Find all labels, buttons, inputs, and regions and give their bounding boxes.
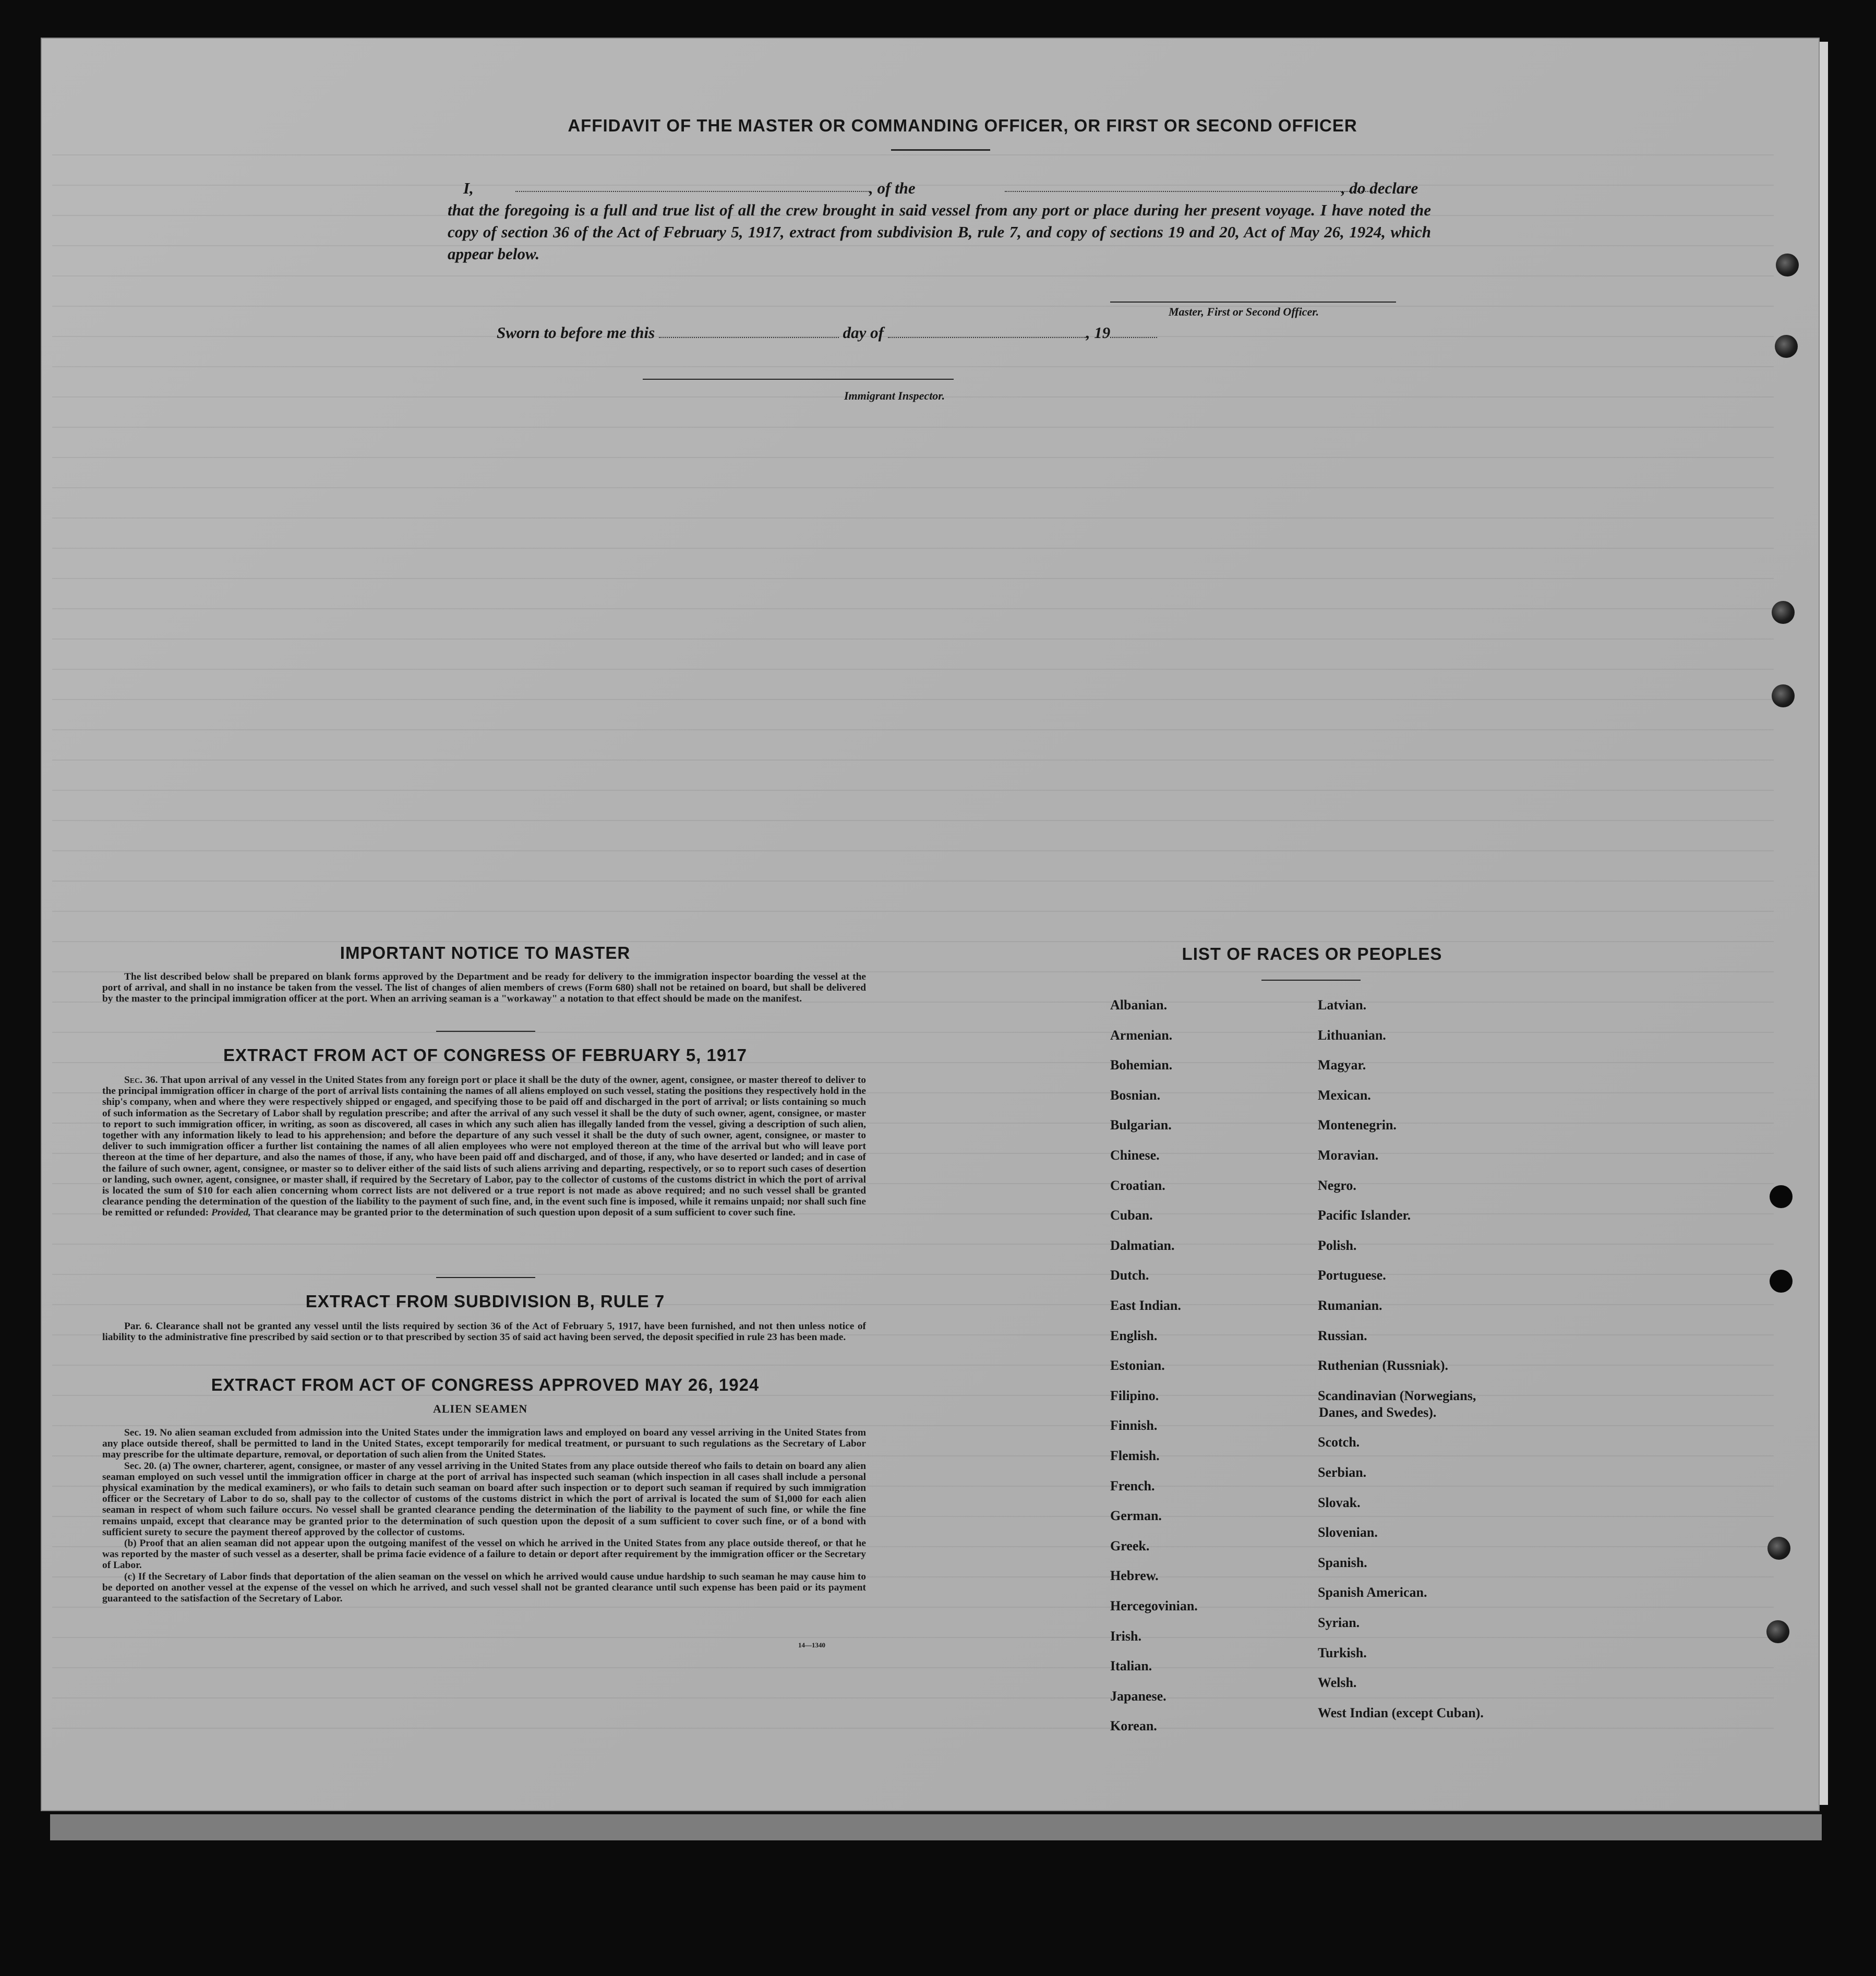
section-36-label: Sec. 36.	[124, 1075, 158, 1086]
section-36-tail: That clearance may be granted prior to the determination of such question upon deposit of a sum sufficient to cover such fine.	[253, 1207, 796, 1219]
page-edge	[1820, 42, 1828, 1805]
race-item: Estonian.	[1110, 1358, 1165, 1373]
extract-1917-title: EXTRACT FROM ACT OF CONGRESS OF FEBRUARY 5, 1917	[223, 1045, 747, 1065]
race-item: Albanian.	[1110, 997, 1168, 1013]
affidavit-declaration	[448, 177, 1431, 265]
race-item: Rumanian.	[1318, 1298, 1382, 1313]
sworn-day-field[interactable]	[659, 326, 839, 338]
binder-hole	[1767, 1537, 1790, 1560]
alien-seamen-subtitle: ALIEN SEAMEN	[433, 1402, 528, 1415]
affidavit-title: AFFIDAVIT OF THE MASTER OR COMMANDING OFFICER, OR FIRST OR SECOND OFFICER	[568, 116, 1357, 135]
form-number: 14—1340	[798, 1641, 825, 1649]
race-item: Scandinavian (Norwegians,	[1318, 1388, 1476, 1403]
signature-label: Master, First or Second Officer.	[1169, 305, 1319, 318]
inspector-label: Immigrant Inspector.	[844, 389, 945, 402]
section-rule	[436, 1031, 535, 1032]
binder-hole	[1775, 335, 1798, 358]
race-item: Polish.	[1318, 1237, 1357, 1253]
page-bottom-strip	[50, 1814, 1822, 1840]
race-item: Croatian.	[1110, 1177, 1165, 1193]
binder-hole	[1770, 1185, 1793, 1208]
race-item: Flemish.	[1110, 1448, 1160, 1463]
race-item: Chinese.	[1110, 1148, 1160, 1163]
race-item: Finnish.	[1110, 1418, 1158, 1433]
race-item: Spanish.	[1318, 1555, 1367, 1570]
race-item: Dutch.	[1110, 1268, 1149, 1283]
declarant-prefix: I,	[463, 179, 474, 197]
race-item: Welsh.	[1318, 1675, 1357, 1691]
race-item: Magyar.	[1318, 1057, 1366, 1073]
race-item: Dalmatian.	[1110, 1237, 1175, 1253]
section-20a-paragraph: Sec. 20. (a) The owner, charterer, agent, consignee, or master of any vessel arriving in the United States from any place outside thereof who fails to detain on board any alien seaman employed on such vessel until the immigration officer in charge at the port of arrival has inspected such seaman (which inspection in all cases shall include a personal physical examination by the medical examiners), or who fails to detain such seaman on board after such inspection or to deport such seaman if required by such immigration officer or the Secretary of Labor to do so, shall pay to the collector of customs of the customs district in which the port of arrival is located the sum of $1,000 for each alien seaman in respect of whom such failure occurs. No vessel shall be granted clearance pending the determination of the liability to the payment of such fine, or while the fine remains unpaid, except that clearance may be granted prior to the determination of such question upon the deposit of a sum sufficient to cover such fine, or of a bond with sufficient surety to secure the payment thereof approved by the collector of customs.	[102, 1460, 866, 1538]
race-item: Syrian.	[1318, 1615, 1360, 1630]
binder-hole	[1776, 254, 1799, 276]
race-item: Montenegrin.	[1318, 1117, 1397, 1133]
inspector-signature-line[interactable]	[643, 379, 954, 380]
race-item: Korean.	[1110, 1718, 1157, 1734]
sworn-year-field[interactable]	[1110, 326, 1157, 338]
race-item: Negro.	[1318, 1177, 1356, 1193]
race-item: Bohemian.	[1110, 1057, 1173, 1073]
race-item: Japanese.	[1110, 1688, 1167, 1704]
par-6-paragraph: Par. 6. Clearance shall not be granted any vessel until the lists required by section 36 of the Act of February 5, 1917, have been furnished, and not then unless notice of liability to the administrative fine prescribed by said section or to that prescribed by section 35 of said act having been served, the deposit specified in rule 23 has been made.	[102, 1321, 866, 1343]
extract-1917-text	[102, 1075, 866, 1219]
sworn-line	[497, 323, 1157, 342]
race-item: English.	[1110, 1328, 1158, 1343]
section-20c-paragraph: (c) If the Secretary of Labor finds that deportation of the alien seaman on the vessel on which he arrived would cause undue hardship to such seaman he may cause him to be deported on another vessel at the expense of the vessel on which he arrived, and such vessel shall not be granted clearance until such expense has been paid or its payment guaranteed to the satisfaction of the Secretary of Labor.	[102, 1571, 866, 1605]
subdivision-text	[102, 1321, 866, 1343]
year-label: , 19	[1086, 323, 1111, 342]
section-36-paragraph	[102, 1075, 866, 1219]
race-item: Latvian.	[1318, 997, 1367, 1013]
section-36-body: That upon arrival of any vessel in the United States from any foreign port or place it shall be the duty of the owner, agent, consignee, or master thereof to deliver to the principal immigration officer in charge of the port of arrival lists containing the names of all aliens employed on such vessel, stating the positions they respectively hold in the ship's company, when and where they were respectively shipped or engaged, and specifying those to be paid off and discharged in the port of arrival; or lists containing so much of such information as the Secretary of Labor shall by regulation prescribe; and after the arrival of any such vessel it shall be the duty of such owner, agent, consignee, or master to report to such immigration officer, in writing, as soon as discovered, all cases in which any such alien has illegally landed from the vessel, giving a description of such alien, together with any information likely to lead to his apprehension; and before the departure of any such vessel it shall be the duty of such owner, agent, consignee, or master to deliver to such immigration officer a further list containing the names of all alien employees who were not employed thereon at the time of the arrival but who will leave port thereon at the time of her departure, and also the names of those, if any, who have been paid off and discharged, and of those, if any, who have deserted or landed; and in case of the failure of such owner, agent, consignee, or master so to deliver either of the said lists of such aliens arriving and departing, respectively, or so to report such cases of desertion or landing, such owner, agent, consignee, or master shall, if required by the Secretary of Labor, pay to the collector of customs of the customs district in which the port of arrival is located the sum of $10 for each alien concerning whom correct lists are not delivered or a true report is not made as above required; and no such vessel shall be granted clearance pending the determination of the question of the liability to the payment of such fine, and, in the event such fine is imposed, while it remains unpaid; nor shall such fine be remitted or refunded:	[102, 1075, 866, 1219]
section-20b-paragraph: (b) Proof that an alien seaman did not appear upon the outgoing manifest of the vessel on which he arrived in the United States from any place outside thereof, or that he was reported by the master of such vessel as a deserter, shall be prima facie evidence of a failure to detain or deport after requirement by the immigration officer or the Secretary of Labor.	[102, 1538, 866, 1571]
notice-paragraph: The list described below shall be prepared on blank forms approved by the Department and be ready for delivery to the immigration inspector boarding the vessel at the port of arrival, and shall in no instance be taken from the vessel. The list of changes of alien members of crews (Form 680) shall not be retained on board, but shall be delivered by the master to the principal immigration officer at the port. When an arriving seaman is a "workaway" a notation to that effect should be made on the manifest.	[102, 971, 866, 1005]
race-item: Scotch.	[1318, 1435, 1360, 1450]
race-item: Armenian.	[1110, 1027, 1173, 1043]
extract-1924-title: EXTRACT FROM ACT OF CONGRESS APPROVED MAY 26, 1924	[211, 1375, 760, 1394]
race-item: Turkish.	[1318, 1645, 1367, 1660]
section-rule	[436, 1277, 535, 1278]
notice-title: IMPORTANT NOTICE TO MASTER	[340, 943, 631, 962]
race-item: Irish.	[1110, 1628, 1141, 1644]
declarant-name-field[interactable]	[515, 179, 870, 192]
sworn-month-field[interactable]	[888, 326, 1086, 338]
race-item: Danes, and Swedes).	[1319, 1404, 1437, 1420]
proviso-label: Provided,	[211, 1207, 251, 1219]
races-rule	[1261, 980, 1361, 981]
race-item: Bulgarian.	[1110, 1117, 1172, 1133]
notice-text	[102, 971, 866, 1005]
race-item: Mexican.	[1318, 1087, 1371, 1103]
race-item: Ruthenian (Russniak).	[1318, 1358, 1448, 1373]
race-item: Hebrew.	[1110, 1568, 1159, 1584]
vessel-name-field[interactable]	[1005, 179, 1373, 192]
declaration-text: that the foregoing is a full and true list of all the crew brought in said vessel from any port or place during her present voyage. I have noted the copy of section 36 of the Act of February 5, 1917, extract from subdivision B, rule 7, and copy of sections 19 and 20, Act of May 26, 1924, which appear below.	[448, 201, 1431, 263]
binder-hole	[1770, 1270, 1793, 1293]
race-item: Pacific Islander.	[1318, 1208, 1411, 1223]
section-19-paragraph: Sec. 19. No alien seaman excluded from admission into the United States under the immigration laws and employed on board any vessel arriving in the United States from any place outside thereof, shall be permitted to land in the United States, except temporarily for medical treatment, or pursuant to such regulations as the Secretary of Labor may prescribe for the ultimate departure, removal, or deportation of such alien from the United States.	[102, 1427, 866, 1461]
extract-1924-text	[102, 1427, 866, 1604]
binder-hole	[1766, 1620, 1789, 1643]
race-item: Greek.	[1110, 1538, 1150, 1553]
race-item: Cuban.	[1110, 1208, 1153, 1223]
race-item: East Indian.	[1110, 1298, 1181, 1313]
race-item: Moravian.	[1318, 1148, 1379, 1163]
binder-hole	[1772, 601, 1795, 624]
race-item: Spanish American.	[1318, 1585, 1427, 1600]
race-item: German.	[1110, 1508, 1162, 1524]
declaration-line	[448, 177, 1431, 199]
scan-background	[0, 1840, 1876, 1976]
day-of-label: day of	[843, 323, 884, 342]
do-declare-label: , do declare	[1341, 179, 1418, 197]
race-item: Russian.	[1318, 1328, 1367, 1343]
races-title: LIST OF RACES OR PEOPLES	[1182, 944, 1442, 963]
race-item: French.	[1110, 1478, 1155, 1493]
subdivision-title: EXTRACT FROM SUBDIVISION B, RULE 7	[305, 1292, 665, 1311]
sworn-prefix: Sworn to before me this	[497, 323, 655, 342]
race-item: Bosnian.	[1110, 1087, 1161, 1103]
race-item: Slovenian.	[1318, 1525, 1378, 1540]
race-item: Filipino.	[1110, 1388, 1159, 1403]
race-item: Italian.	[1110, 1658, 1152, 1674]
race-item: Serbian.	[1318, 1465, 1367, 1480]
binder-hole	[1772, 684, 1795, 707]
title-rule	[891, 149, 990, 151]
signature-line[interactable]	[1110, 302, 1396, 303]
race-item: West Indian (except Cuban).	[1318, 1705, 1484, 1720]
race-item: Hercegovinian.	[1110, 1598, 1198, 1613]
race-item: Slovak.	[1318, 1495, 1361, 1510]
race-item: Portuguese.	[1318, 1268, 1386, 1283]
of-the-label: , of the	[869, 179, 916, 197]
race-item: Lithuanian.	[1318, 1027, 1386, 1043]
